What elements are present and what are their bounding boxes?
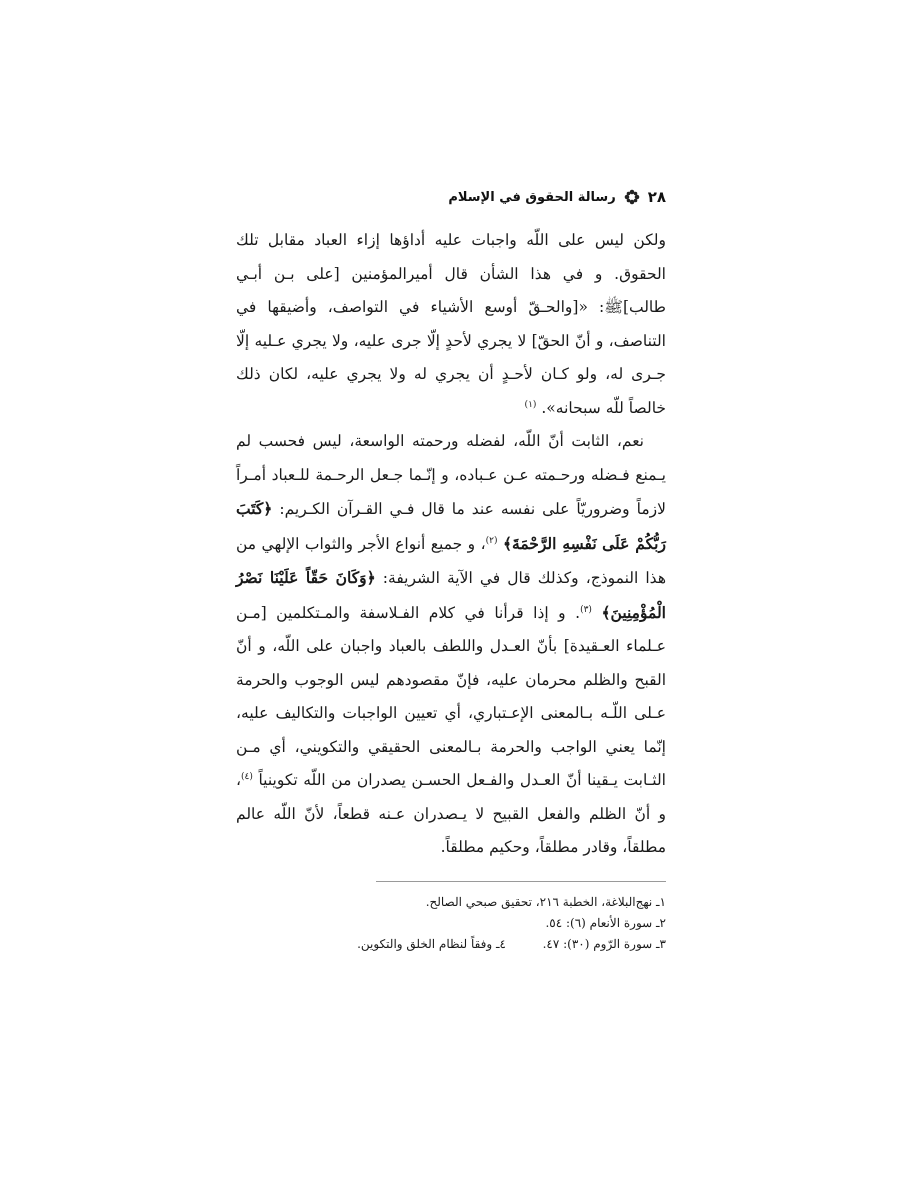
text-line: . و إذا — [533, 603, 581, 622]
flower-ornament-icon — [624, 189, 640, 205]
footnote-1: ١ـ نهج‌البلاغة، الخطبة ٢١٦، تحقيق صبحي الصالح. — [425, 894, 666, 909]
text-line: فـضله ورحـمته عـن عـباده، و إنّـما جـعل الرحـمة للـعباد أمـراً لازماً — [236, 465, 666, 518]
footnote-marker-2[interactable]: (٢) — [485, 535, 498, 546]
footnote-2: ٢ـ سورة الأنعام (٦): ٥٤. — [545, 915, 666, 930]
quran-verse: ﴿كَتَبَ رَبُّكُمْ عَلَى — [236, 499, 666, 553]
footnote-marker-4[interactable]: (٤) — [241, 771, 253, 782]
running-title: رسالة الحقوق في الإسلام — [448, 189, 616, 205]
page-number: ٢٨ — [647, 188, 666, 206]
footnote-marker-1[interactable]: (١) — [524, 399, 537, 410]
text-line: واللطف بالعباد واجبان على اللّه، و أنّ القبح والظلم محرمان عليه، فإنّ — [236, 637, 667, 689]
footnotes — [236, 892, 666, 955]
quran-verse: ﴿وَكَانَ حَقّاً عَلَيْنَا نَصْرُ الْمُؤْمِنِينَ﴾ — [236, 568, 666, 622]
text-line: لأحدٍ إلّا جرى عليه، ولا يجري عـليه إلّا جـرى له، ولو كـان لأحـدٍ أن — [236, 331, 666, 383]
text-line: أوسع الأشياء في التواصف، وأضيقها في التناصف، و أنّ الحقّ] لا يجري — [236, 298, 666, 350]
quran-verse: نَفْسِهِ الرَّحْمَةَ﴾ — [502, 533, 597, 553]
text-line: مقصودهم ليس الوجوب والحرمة عـلى اللّـه بـالمعنى الإعـتباري، أي — [236, 670, 666, 722]
main-text — [236, 224, 666, 865]
paragraph-2 — [236, 425, 666, 865]
book-page — [236, 182, 666, 955]
footnote-marker-3[interactable]: (٣) — [580, 604, 592, 615]
text-line: و في هذا الشأن قال أميرالمؤمنين [على بـن أبـي طالب]ﷺ: «[والحـقّ — [236, 264, 666, 316]
text-line: يجري له ولا يجري عليه، لكان ذلك خالصاً للّه سبحانه». — [236, 365, 666, 417]
text-line: وضروريّاً على نفسه عند ما قال فـي القـرآن الكـريم: — [272, 500, 630, 518]
text-line: الحقيقي والتكويني، أي مـن الثـابت يـقينا أنّ العـدل والفـعل الحسـن — [236, 737, 666, 789]
footnote-4: ٤ـ وفقاً لنظام الخلق والتكوين. — [357, 936, 506, 951]
text-line: قطعاً، لأنّ اللّه عالم مطلقاً، وقادر مطلقاً، وحكيم مطلقاً. — [236, 804, 666, 856]
text-line: ، و جميع أنواع الأجر والثواب الإلهي من هذا النموذج، — [236, 534, 666, 587]
text-line: تعيين الواجبات والتكاليف عليه، إنّما يعني الواجب والحرمة بـالمعنى — [236, 704, 666, 756]
text-line: يصدران من اللّه تكوينياً — [258, 771, 406, 789]
text-line: ، و أنّ الظلم والفعل القبيح لا يـصدران عـنه — [236, 771, 666, 823]
paragraph-1 — [236, 224, 666, 425]
text-line: قرأنا في كلام الفـلاسفة والمـتكلمين [مـن عـلماء العـقيدة] بأنّ العـدل — [236, 603, 666, 655]
text-line: ولكن ليس على اللّه واجبات عليه أداؤها إزاء العباد مقابل تلك الحقوق. — [236, 231, 666, 283]
footnote-divider — [376, 881, 666, 882]
text-line: نعم، الثابت أنّ اللّه، لفضله ورحمته الواسعة، ليس فحسب لم يـمنع — [236, 432, 666, 484]
running-header — [236, 182, 666, 212]
footnote-3: ٣ـ سورة الرّوم (٣٠): ٤٧. — [542, 936, 666, 951]
text-line: وكذلك قال في الآية الشريفة: — [375, 569, 579, 587]
footnote-row — [236, 934, 666, 955]
